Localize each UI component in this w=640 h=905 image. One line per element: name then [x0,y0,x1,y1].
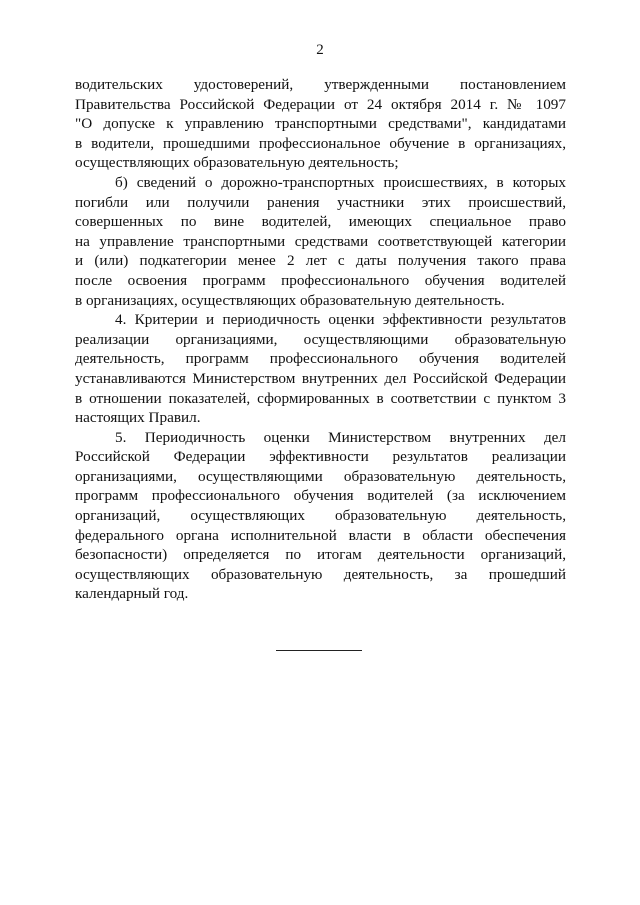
text-line: водительских удостоверений, утвержденными постановлением [75,76,566,93]
end-separator-line [276,650,362,651]
text-line: устанавливаются Министерством внутренних дел Российской Федерации [75,369,566,387]
text-line: организаций, осуществляющих образовательную деятельность, [75,507,566,525]
text-line: осуществляющих образовательную деятельность, за прошедший [75,565,566,583]
text-line: "О допуске к управлению транспортными средствами", кандидатами [75,115,566,133]
text-line: организациями, осуществляющими образовательную деятельность, [75,467,566,485]
text-line: реализации организациями, осуществляющими образовательную [75,330,566,348]
text-line: календарный год. [75,585,189,603]
text-line: в отношении показателей, сформированных в соответствии с пунктом 3 [75,389,566,407]
paragraph-item-4 [75,310,566,428]
text-line: погибли или получили ранения участники этих происшествий, [75,193,566,211]
text-line: безопасности) определяется по итогам деятельности организаций, [75,546,566,564]
text-line: в водители, прошедшими профессиональное обучение в организациях, [75,134,566,152]
text-line: 4. Критерии и периодичность оценки эффективности результатов [115,311,566,329]
text-line: б) сведений о дорожно-транспортных происшествиях, в которых [115,173,566,191]
text-line: 5. Периодичность оценки Министерством внутренних дел [115,428,566,446]
paragraph-item-b [75,173,566,310]
text-line: деятельность, программ профессионального обучения водителей [75,350,566,368]
page-number: 2 [316,42,324,58]
text-line: программ профессионального обучения водителей (за исключением [75,487,566,505]
text-line: настоящих Правил. [75,409,201,427]
document-body [75,75,566,604]
text-line: и (или) подкатегории менее 2 лет с даты получения такого права [75,252,566,270]
text-line: на управление транспортными средствами соответствующей категории [75,232,566,250]
text-line: федерального органа исполнительной власти в области обеспечения [75,526,566,544]
text-line: в организациях, осуществляющих образовательную деятельность. [75,291,505,309]
paragraph-item-5 [75,428,566,604]
text-line: после освоения программ профессионального обучения водителей [75,271,566,289]
text-line: Российской Федерации эффективности результатов реализации [75,448,566,466]
text-line: Правительства Российской Федерации от 24 октября 2014 г. № 1097 [75,95,566,113]
text-line: совершенных по вине водителей, имеющих специальное право [75,213,566,231]
text-line: осуществляющих образовательную деятельность; [75,154,399,172]
paragraph-continuation [75,75,566,173]
